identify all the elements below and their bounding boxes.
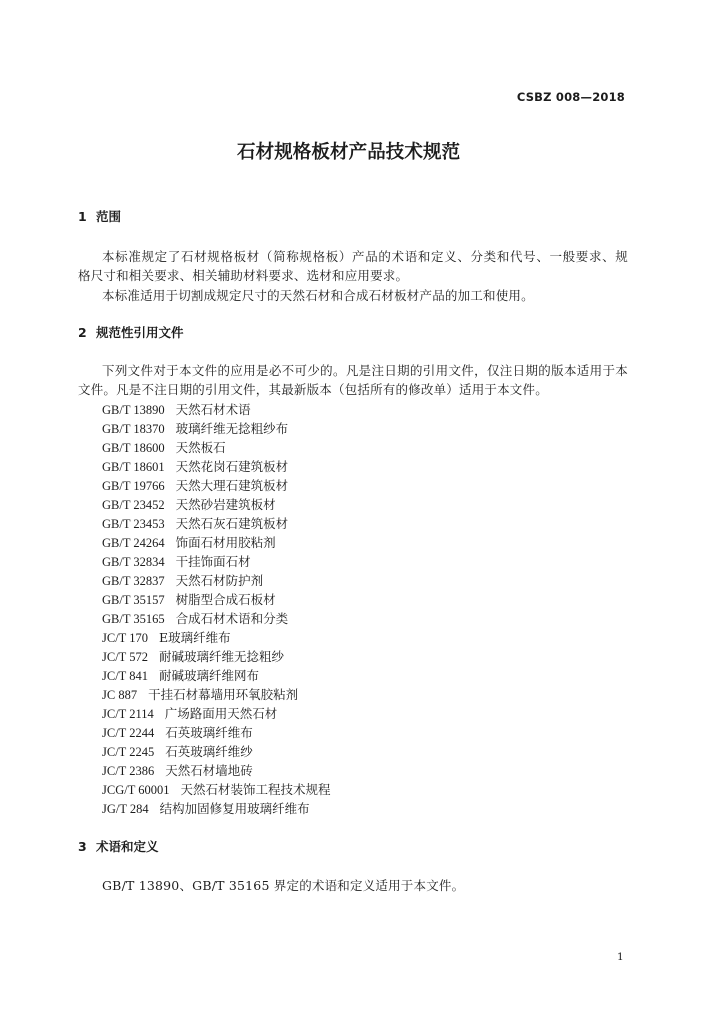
reference-item	[102, 780, 331, 799]
reference-item	[102, 704, 331, 723]
section-title: 规范性引用文件	[96, 325, 184, 340]
reference-title: 干挂石材幕墙用环氧胶粘剂	[148, 687, 299, 703]
reference-item	[102, 571, 331, 590]
section-number: 2	[78, 325, 87, 340]
reference-item	[102, 552, 331, 571]
reference-code: GB/T 18600	[102, 440, 165, 455]
reference-title: 天然石材术语	[175, 401, 251, 417]
reference-title: 天然花岗石建筑板材	[175, 458, 289, 474]
reference-code: GB/T 32834	[102, 554, 165, 569]
reference-title: 耐碱玻璃纤维网布	[158, 668, 259, 684]
reference-code: JC/T 2386	[102, 764, 155, 779]
reference-item	[102, 609, 331, 628]
section-number: 3	[78, 839, 87, 854]
reference-title: 天然石灰石建筑板材	[175, 515, 289, 531]
reference-item	[102, 590, 331, 609]
reference-item	[102, 400, 331, 419]
reference-item	[102, 799, 331, 818]
reference-item	[102, 723, 331, 742]
document-title: 石材规格板材产品技术规范	[237, 142, 461, 163]
reference-item	[102, 647, 331, 666]
reference-title: 天然石材装饰工程技术规程	[180, 782, 331, 798]
reference-code: GB/T 18370	[102, 421, 165, 436]
paragraph-line: 本标准适用于切割成规定尺寸的天然石材和合成石材板材产品的加工和使用。	[102, 287, 534, 303]
reference-code: JG/T 284	[102, 802, 149, 817]
reference-code: JC/T 841	[102, 669, 148, 684]
paragraph-line: 格尺寸和相关要求、相关辅助材料要求、选材和应用要求。	[78, 268, 409, 283]
reference-title: 天然石材防护剂	[175, 572, 264, 588]
reference-title: 天然石材墙地砖	[165, 763, 253, 779]
reference-item	[102, 742, 331, 761]
reference-title: 饰面石材用胶粘剂	[175, 534, 276, 550]
reference-title: 天然砂岩建筑板材	[175, 496, 276, 512]
reference-item	[102, 419, 331, 438]
reference-code: JC/T 2244	[102, 726, 155, 741]
reference-code: GB/T 19766	[102, 478, 165, 493]
paragraph-line: 文件。凡是不注日期的引用文件，其最新版本（包括所有的修改单）适用于本文件。	[78, 382, 548, 397]
reference-item	[102, 628, 331, 647]
section-number: 1	[78, 209, 87, 224]
reference-code: JC 887	[102, 688, 138, 703]
reference-code: GB/T 32837	[102, 573, 165, 588]
reference-item	[102, 495, 331, 514]
reference-title: 结构加固修复用玻璃纤维布	[159, 801, 310, 817]
reference-item	[102, 761, 331, 780]
reference-title: 天然大理石建筑板材	[175, 477, 289, 493]
section-title: 范围	[96, 209, 122, 224]
reference-title: 树脂型合成石板材	[175, 591, 276, 607]
reference-title: 天然板石	[175, 439, 226, 455]
reference-item	[102, 514, 331, 533]
reference-title: E玻璃纤维布	[158, 630, 231, 646]
paragraph-line: 下列文件对于本文件的应用是必不可少的。凡是注日期的引用文件，仅注日期的版本适用于本	[102, 362, 628, 378]
reference-code: GB/T 24264	[102, 535, 165, 550]
reference-item	[102, 457, 331, 476]
page-number: 1	[617, 951, 624, 963]
section-heading-terms-definitions	[78, 838, 159, 856]
reference-code: GB/T 35157	[102, 592, 165, 607]
reference-code: JCG/T 60001	[102, 783, 170, 798]
reference-code: JC/T 2245	[102, 745, 155, 760]
reference-title: 合成石材术语和分类	[175, 611, 289, 627]
reference-code: JC/T 2114	[102, 707, 154, 722]
reference-item	[102, 533, 331, 552]
reference-item	[102, 666, 331, 685]
section-heading-normative-references	[78, 324, 184, 342]
reference-title: 石英玻璃纤维纱	[165, 744, 253, 760]
document-code: CSBZ 008—2018	[516, 90, 625, 104]
reference-title: 玻璃纤维无捻粗纱布	[175, 420, 289, 436]
reference-title: 广场路面用天然石材	[164, 706, 278, 722]
reference-code: JC/T 572	[102, 650, 148, 665]
section-title: 术语和定义	[96, 839, 159, 854]
paragraph-line: GB/T 13890、GB/T 35165 界定的术语和定义适用于本文件。	[102, 877, 465, 893]
reference-item	[102, 685, 331, 704]
section-heading-scope	[78, 208, 121, 226]
reference-code: GB/T 23453	[102, 516, 165, 531]
reference-title: 干挂饰面石材	[175, 553, 251, 569]
reference-code: GB/T 13890	[102, 402, 165, 417]
reference-title: 耐碱玻璃纤维无捻粗纱	[158, 649, 284, 665]
reference-code: GB/T 35165	[102, 612, 165, 627]
paragraph-line: 本标准规定了石材规格板材（简称规格板）产品的术语和定义、分类和代号、一般要求、规	[102, 248, 628, 264]
reference-item	[102, 476, 331, 495]
reference-code: GB/T 18601	[102, 459, 165, 474]
reference-code: GB/T 23452	[102, 497, 165, 512]
reference-title: 石英玻璃纤维布	[165, 725, 253, 741]
reference-code: JC/T 170	[102, 631, 148, 646]
reference-item	[102, 438, 331, 457]
reference-list	[102, 400, 331, 819]
